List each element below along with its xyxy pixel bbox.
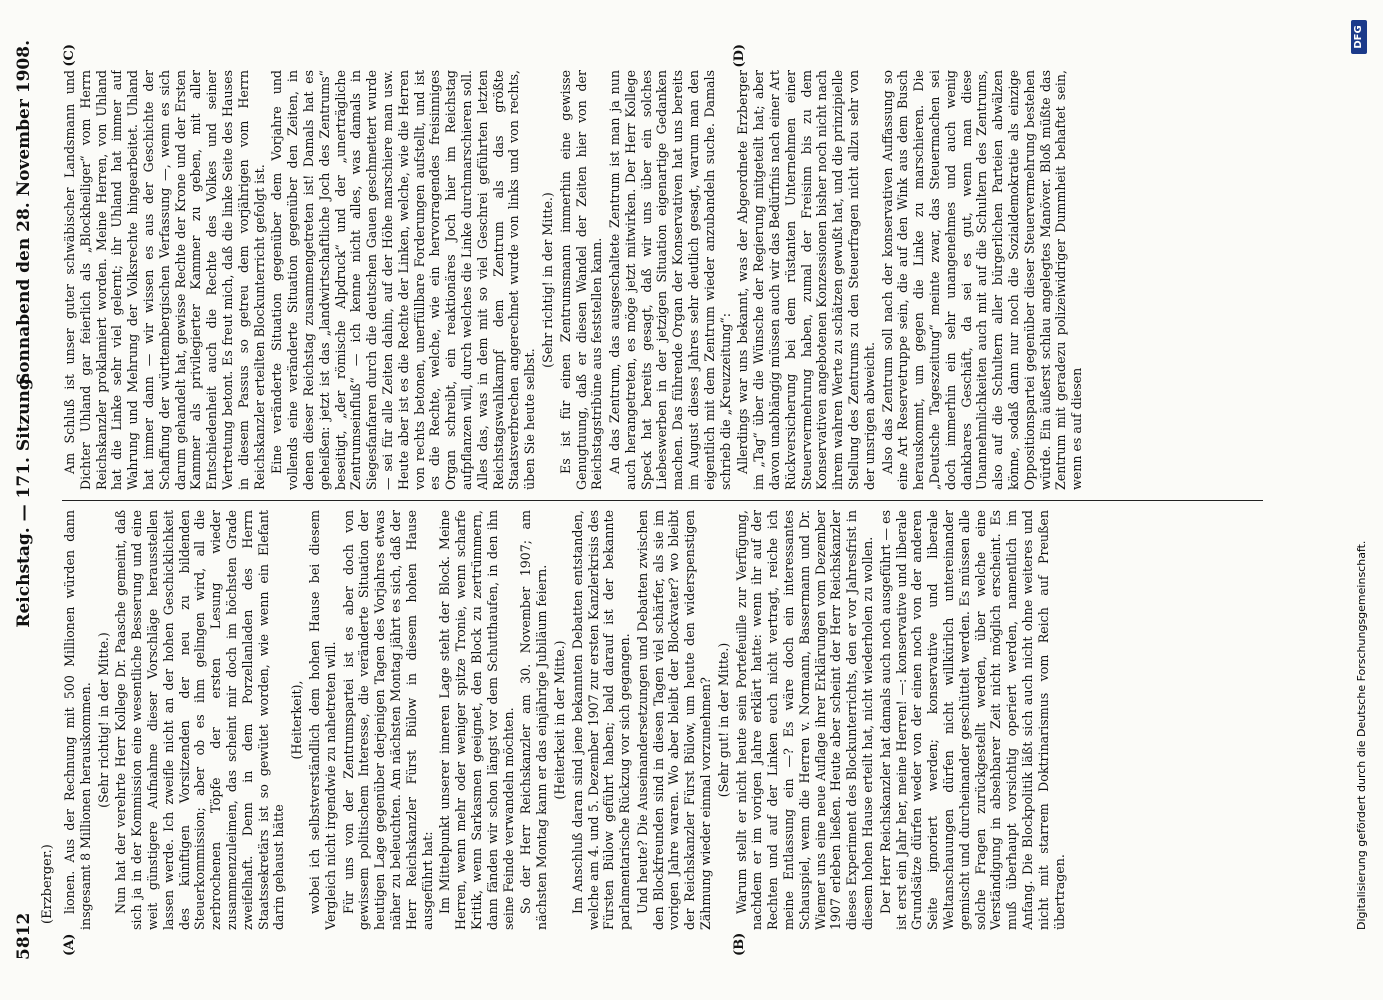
paragraph: Und heute? Die Auseinandersetzungen und Debatten zwischen den Blockfreunden sind in diesen Tagen viel schärfer, als sie im vorigen Jahre waren. Wo aber bleibt der Blockvater? wo bleibt der Reichskanzler Fürst Bülow, um heute den widerspenstigen Zähmung wieder einmal vorzunehmen? <box>634 510 714 930</box>
paragraph: Im Anschluß daran sind jene bekannten Debatten entstanden, welche am 4. und 5. Dezember 1907 zur ersten Kanzlerkrisis des Fürsten Bülow geführt haben; bald darauf ist der bekannte parlamentarische Rückzug vor sich gegangen. <box>569 510 633 930</box>
column-divider <box>62 500 1263 501</box>
margin-marker-c: (C) <box>62 44 77 67</box>
paragraph: Eine veränderte Situation gegenüber dem Vorjahre und vollends eine veränderte Situation gegenüber den Zeiten, in denen dieser Reichstag zusammengetreten ist! Damals hat es geheißen: jetzt ist das „landwirtschaftliche Joch des Zentrums“ beseitigt, „der römische Alpdruck“ und der „unerträgliche Zentrumseinfluß“ — ich kenne nicht alles, was damals in Siegesfanfaren durch die deutschen Gauen geschmettert wurde — sei für alle Zeiten dahin, auf der Höhe marschiere man usw. Heute aber ist es die Rechte der Linken, welche, wie die Herren von rechts betonen, unerfüllbare Forderungen aufstellt, und ist es die Rechte, welche, wie ein hervorragendes freisinniges Organ schreibt, ein reaktionäres Joch hier im Reichstag aufpflanzen will, durch welches die Linke durchmarschieren soll. Alles das, was in dem mit so viel Geschrei geführten letzten Reichstagswahlkampf dem Zentrum als das größte Staatsverbrechen angerechnet wurde von links und von rechts, üben Sie heute selbst. <box>269 70 538 490</box>
paragraph: Im Mittelpunkt unserer inneren Lage steht der Block. Meine Herren, wenn mehr oder weniger spitze Tronie, wenn scharfe Kritik, wenn Sarkasmen geeignet, den Block zu zertrümmern, dann fänden wir schon längst vor dem Schutthaufen, in den ihn seine Feinde verwandeln möchten. <box>437 510 516 930</box>
page-title: Reichstag. — 171. Sitzung. <box>14 372 34 628</box>
paragraph: (Sehr richtig! in der Mitte.) <box>95 632 111 808</box>
paragraph: Warum stellt er nicht heute sein Portefeuille zur Verfügung, nachdem er im vorigen Jahre erklärt hatte: wenn ihr auf der Rechten und auf der Linken euch nicht vertragt, reiche ich meine Entlassung ein —? Es wäre doch ein interessantes Schauspiel, wenn die Herren v. Normann, Bassermann und Dr. Wiemer uns eine neue Auflage ihrer Erklärungen vom Dezember 1907 erleben ließen. Heute aber scheint der Herr Reichskanzler dieses Experiment des Blockunterrichts, den er vor Jahresfrist in diesem hohen Hause erteilt hat, nicht wiederholen zu wollen. <box>733 510 876 930</box>
paragraph: (Sehr richtig! in der Mitte.) <box>539 192 555 368</box>
session-date: Sonnabend den 28. November 1908. <box>14 40 34 386</box>
paragraph: Also das Zentrum soll nach der konservativen Auffassung so eine Art Reservetruppe sein, die auf den Wink aus dem Busch herauskommt, um gegen die Linke zu marschieren. Die „Deutsche Tageszeitung“ meinte zwar, das Steuermachen sei doch immerhin ein sehr unangenehmes und auch wenig dankbares Geschäft, da sei es gut, wenn man diese Unannehmlichkeiten auch mit auf die Schultern des Zentrums, also auf die Schultern aller bürgerlichen Parteien abwälzen könne, sodaß dann nur noch die Sozialdemokratie als einzige Oppositionspartei gegenüber dieser Steuervermehrung bestehen würde. Ein äußerst schlau angelegtes Manöver. Bloß müßte das Zentrum mit geradezu polizeiwidriger Dummheit behaftet sein, wenn es auf diesen <box>879 70 1085 490</box>
paragraph: So der Herr Reichskanzler am 30. November 1907; am nächsten Montag kann er das einjährige Jubiläum feiern. <box>518 510 550 930</box>
page-number: 5812 <box>14 912 34 960</box>
left-column <box>62 510 1263 930</box>
right-column <box>62 70 1263 490</box>
speaker-tag: (Erzberger.) <box>40 844 55 924</box>
margin-marker-d: (D) <box>732 44 747 68</box>
paragraph: Für uns von der Zentrumspartei ist es aber doch von gewissem politischem Interesse, die veränderte Situation der heutigen Lage gegenüber derjenigen Tagen des Vorjahres etwas näher zu beleuchten. Am nächsten Montag jährt es sich, daß der Herr Reichskanzler Fürst Bülow in diesem hohen Hause ausgeführt hat: <box>340 510 435 930</box>
page-footer <box>1351 0 1373 1000</box>
paragraph: lionen. Aus der Rechnung mit 500 Millionen würden dann insgesamt 8 Millionen herauskommen. <box>62 510 93 930</box>
digitization-credit: Digitalisierung gefördert durch die Deutsche Forschungsgemeinschaft. <box>1355 540 1368 930</box>
paragraph: Es ist für einen Zentrumsmann immerhin eine gewisse Genugtuung, daß er diesen Wandel der Zeiten hier von der Reichstagstribüne aus feststellen kann. <box>557 70 605 490</box>
paragraph: wobei ich selbstverständlich dem hohen Hause bei diesem Vergleich nicht irgendwie zu nahetreten will. <box>306 510 338 930</box>
paragraph: An das Zentrum, das ausgeschaltete Zentrum ist man ja nun auch herangetreten, es möge jetzt mitwirken. Der Herr Kollege Speck hat bereits gesagt, daß wir uns über ein solches Liebeswerben in der jetzigen Situation eigenartige Gedanken machen. Das führende Organ der Konservativen hat uns bereits im August dieses Jahres sehr deutlich gesagt, warum man den eigentlich mit dem Zentrum wieder anzubandeln suche. Damals schrieb die „Kreuzzeitung“: <box>607 70 733 490</box>
paragraph: Nun hat der verehrte Herr Kollege Dr. Paasche gemeint, daß sich ja in der Kommission eine wesentliche Besserung und eine weit günstigere Aufnahme dieser Vorschläge herausstellen lassen werde. Ich zweifle nicht an der hohen Geschicklichkeit des künftigen Vorsitzenden der neu zu bildenden Steuerkommission; aber ob es ihm gelingen wird, all die zerbrochenen Töpfe der ersten Lesung wieder zusammenzuleimen, das scheint mir doch im höchsten Grade zweifelhaft. Denn in dem Porzellanladen des Herrn Staatssekretärs ist so gewütet worden, wie wenn ein Elefant darin gehaust hätte <box>113 510 287 930</box>
paragraph: (Heiterkeit), <box>289 680 305 760</box>
paragraph: (Heiterkeit in der Mitte.) <box>551 640 567 800</box>
paragraph: (Sehr gut! in der Mitte.) <box>715 642 731 798</box>
paragraph: Am Schluß ist unser guter schwäbischer Landsmann und Dichter Uhland gar feierlich als „Blockheiliger“ vom Herrn Reichskanzler proklamiert worden. Meine Herren, von Uhland hat die Linke sehr viel gelernt; ihr Uhland hat immer auf Wahrung und Mehrung der Volksrechte hingearbeitet. Uhland hat immer dann — wir wissen es aus der Geschichte der Schaffung der württembergischen Verfassung —, wenn es sich darum gehandelt hat, gewisse Rechte der Krone und der Ersten Kammer als privilegierter Kammer zu geben, mit aller Entschiedenheit auch die Rechte des Volkes und seiner Vertretung betont. Es freut mich, daß die linke Seite des Hauses in diesem Passus so getreu dem vorjährigen vom Herrn Reichskanzler erteilten Blockunterricht gefolgt ist. <box>62 70 267 490</box>
margin-marker-b: (B) <box>732 932 747 956</box>
paragraph: Der Herr Reichskanzler hat damals auch noch ausgeführt — es ist erst ein Jahr her, meine Herren! —: konservative und liberale Grundsätze dürfen weder von der einen noch von der anderen Seite ignoriert werden; konservative und liberale Weltanschauungen dürfen nicht willkürlich untereinander gemischt und durcheinander geschüttelt werden. Es müssen alle solche Fragen zurückgestellt werden, über welche eine Verständigung in absehbarer Zeit nicht möglich erscheint. Es muß überhaupt vorsichtig operiert werden, namentlich im Anfang. Die Blockpolitik läßt sich auch nicht ohne weiteres und nicht mit starrem Doktrinarismus vom Reich auf Preußen übertragen. <box>877 510 1067 930</box>
dfg-logo: DFG <box>1351 20 1367 54</box>
paragraph: Allerdings war uns bekannt, was der Abgeordnete Erzberger im „Tag“ über die Wünsche der Regierung mitgeteilt hat; aber davon unabhängig müssen auch wir das Bedürfnis nach einer Art Rückversicherung bei dem rüstanten Unternehmen einer Steuervermehrung haben, zumal der Freisinn bis zu dem Konservativen angebotenen Konzessionen bisher noch nicht nach ihrem wahren Werte zu schätzen gewußt hat, und die prinzipielle Stellung des Zentrums zu den Steuerfragen nicht allzu sehr von der unsrigen abweicht. <box>735 70 877 490</box>
page-header <box>14 40 40 960</box>
margin-marker-a: (A) <box>62 933 77 956</box>
